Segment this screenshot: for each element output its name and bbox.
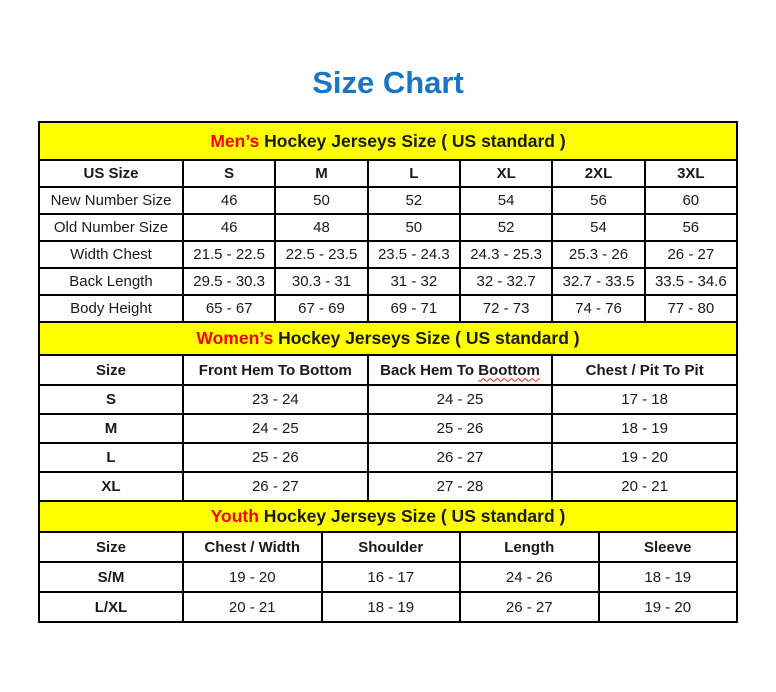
size-value-cell: 65 - 67 [183, 295, 275, 322]
page-title: Size Chart [312, 65, 464, 100]
size-value-cell: 69 - 71 [368, 295, 460, 322]
table-row [39, 592, 737, 622]
size-value-cell: 60 [645, 187, 737, 214]
size-value-cell: 23.5 - 24.3 [368, 241, 460, 268]
size-value-cell: 56 [645, 214, 737, 241]
table-row [39, 214, 737, 241]
column-header: S [183, 160, 275, 187]
size-value-cell: 56 [552, 187, 644, 214]
column-header: Size [39, 532, 183, 562]
size-value-cell: 19 - 20 [599, 592, 738, 622]
caption-text: Hockey Jerseys Size ( US standard ) [258, 506, 566, 526]
table-row [39, 562, 737, 592]
size-value-cell: 27 - 28 [368, 472, 553, 501]
size-value-cell: 50 [368, 214, 460, 241]
size-tables [38, 121, 738, 623]
size-value-cell: 26 - 27 [645, 241, 737, 268]
size-value-cell: 25 - 26 [183, 443, 368, 472]
column-header: M [275, 160, 367, 187]
row-label: New Number Size [39, 187, 183, 214]
column-header-row [39, 355, 737, 385]
size-value-cell: 18 - 19 [552, 414, 737, 443]
column-header: Sleeve [599, 532, 738, 562]
column-header-row [39, 532, 737, 562]
size-value-cell: 24.3 - 25.3 [460, 241, 552, 268]
column-header: XL [460, 160, 552, 187]
size-value-cell: 54 [552, 214, 644, 241]
row-label: L/XL [39, 592, 183, 622]
table-row [39, 414, 737, 443]
row-label: S [39, 385, 183, 414]
column-header: Front Hem To Bottom [183, 355, 368, 385]
size-value-cell: 77 - 80 [645, 295, 737, 322]
table-caption-row [39, 322, 737, 355]
table-caption-row [39, 501, 737, 532]
size-value-cell: 29.5 - 30.3 [183, 268, 275, 295]
size-value-cell: 25 - 26 [368, 414, 553, 443]
table-row [39, 385, 737, 414]
column-header: Chest / Pit To Pit [552, 355, 737, 385]
mens-size-table [38, 121, 738, 323]
size-value-cell: 24 - 25 [368, 385, 553, 414]
size-value-cell: 26 - 27 [368, 443, 553, 472]
caption-highlight: Youth [210, 506, 259, 526]
size-value-cell: 74 - 76 [552, 295, 644, 322]
row-label: Body Height [39, 295, 183, 322]
column-header-row [39, 160, 737, 187]
size-value-cell: 46 [183, 214, 275, 241]
column-header: 2XL [552, 160, 644, 187]
size-value-cell: 31 - 32 [368, 268, 460, 295]
size-value-cell: 52 [460, 214, 552, 241]
column-header: Back Hem To Boottom [368, 355, 553, 385]
caption-highlight: Men’s [210, 130, 260, 151]
size-value-cell: 26 - 27 [460, 592, 599, 622]
size-value-cell: 26 - 27 [183, 472, 368, 501]
size-value-cell: 17 - 18 [552, 385, 737, 414]
size-value-cell: 54 [460, 187, 552, 214]
size-value-cell: 25.3 - 26 [552, 241, 644, 268]
size-value-cell: 22.5 - 23.5 [275, 241, 367, 268]
column-header: US Size [39, 160, 183, 187]
column-header: Length [460, 532, 599, 562]
table-row [39, 295, 737, 322]
table-caption [39, 322, 737, 355]
size-value-cell: 32 - 32.7 [460, 268, 552, 295]
table-row [39, 187, 737, 214]
column-header: Size [39, 355, 183, 385]
size-value-cell: 19 - 20 [183, 562, 322, 592]
size-value-cell: 67 - 69 [275, 295, 367, 322]
size-value-cell: 48 [275, 214, 367, 241]
womens-size-table [38, 321, 738, 502]
table-caption [39, 122, 737, 160]
size-value-cell: 32.7 - 33.5 [552, 268, 644, 295]
caption-text: Hockey Jerseys Size ( US standard ) [273, 328, 580, 348]
youth-size-table [38, 500, 738, 623]
size-value-cell: 20 - 21 [183, 592, 322, 622]
table-row [39, 443, 737, 472]
table-row [39, 268, 737, 295]
size-value-cell: 16 - 17 [322, 562, 461, 592]
size-value-cell: 21.5 - 22.5 [183, 241, 275, 268]
size-value-cell: 18 - 19 [599, 562, 738, 592]
column-header: 3XL [645, 160, 737, 187]
column-header: Shoulder [322, 532, 461, 562]
size-value-cell: 72 - 73 [460, 295, 552, 322]
table-row [39, 472, 737, 501]
size-value-cell: 46 [183, 187, 275, 214]
row-label: S/M [39, 562, 183, 592]
size-value-cell: 23 - 24 [183, 385, 368, 414]
size-value-cell: 50 [275, 187, 367, 214]
row-label: Width Chest [39, 241, 183, 268]
size-value-cell: 52 [368, 187, 460, 214]
row-label: XL [39, 472, 183, 501]
caption-highlight: Women’s [196, 328, 274, 348]
caption-text: Hockey Jerseys Size ( US standard ) [259, 130, 566, 151]
misspelled-word: Boottom [478, 361, 540, 379]
row-label: M [39, 414, 183, 443]
row-label: Old Number Size [39, 214, 183, 241]
size-value-cell: 30.3 - 31 [275, 268, 367, 295]
row-label: Back Length [39, 268, 183, 295]
size-value-cell: 18 - 19 [322, 592, 461, 622]
column-header: Chest / Width [183, 532, 322, 562]
size-value-cell: 24 - 25 [183, 414, 368, 443]
size-value-cell: 20 - 21 [552, 472, 737, 501]
size-value-cell: 24 - 26 [460, 562, 599, 592]
size-value-cell: 19 - 20 [552, 443, 737, 472]
table-caption [39, 501, 737, 532]
column-header: L [368, 160, 460, 187]
table-caption-row [39, 122, 737, 160]
table-row [39, 241, 737, 268]
row-label: L [39, 443, 183, 472]
size-value-cell: 33.5 - 34.6 [645, 268, 737, 295]
